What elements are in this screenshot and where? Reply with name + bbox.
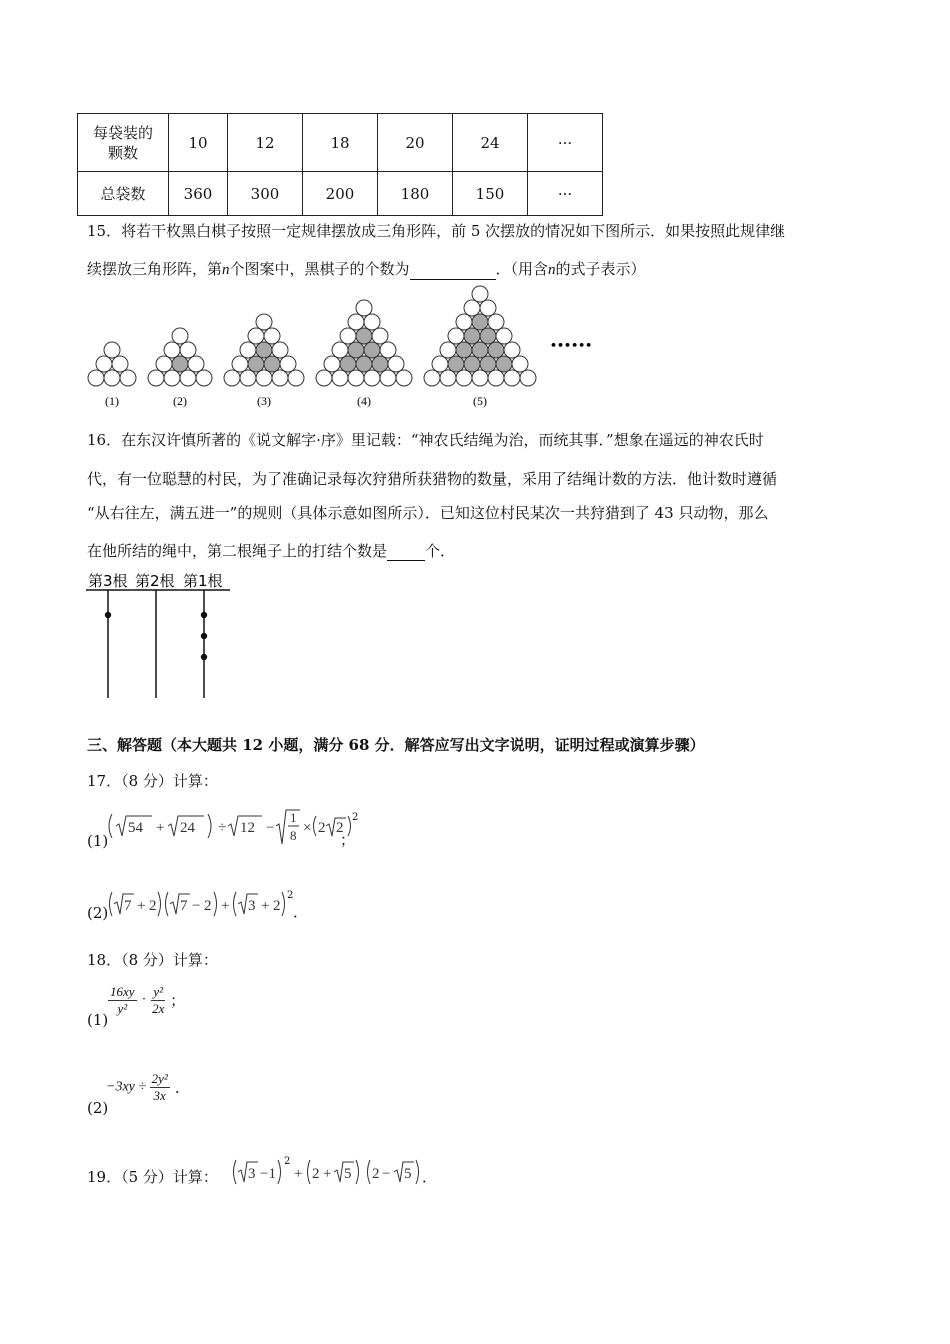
- white-chess-piece: [424, 370, 440, 386]
- fraction: $\frac{16xy}{\text{y²}}$: [110, 984, 135, 1016]
- table-row: [78, 172, 603, 216]
- q17-part1-end: ；: [340, 831, 356, 849]
- white-chess-piece: [348, 314, 364, 330]
- table-cell: 360: [169, 172, 228, 216]
- svg-text:2: 2: [312, 1166, 320, 1182]
- white-chess-piece: [224, 370, 240, 386]
- q17-part1-formula: [104, 806, 354, 856]
- black-chess-piece: [488, 342, 504, 358]
- svg-text:5: 5: [404, 1166, 412, 1182]
- q18-part2-formula: −3xy ÷ $\frac{\text{2y²}}{3x}$ ．: [106, 1071, 190, 1103]
- bag-count-table: [77, 113, 603, 216]
- white-chess-piece: [164, 342, 180, 358]
- svg-text:2: 2: [336, 820, 344, 836]
- q17-part2-formula: [106, 888, 309, 928]
- black-chess-piece: [464, 328, 480, 344]
- white-chess-piece: [180, 342, 196, 358]
- white-chess-piece: [256, 370, 272, 386]
- q18-part2-label: (2): [87, 1099, 109, 1117]
- white-chess-piece: [472, 370, 488, 386]
- white-chess-piece: [316, 370, 332, 386]
- continuation-dots: ••••••: [550, 339, 593, 352]
- fraction: $\frac{\text{y²}}{2x}$: [152, 984, 165, 1016]
- white-chess-piece: [332, 342, 348, 358]
- svg-text:+: +: [323, 1166, 332, 1182]
- white-chess-piece: [324, 356, 340, 372]
- white-chess-piece: [512, 356, 528, 372]
- black-chess-piece: [480, 356, 496, 372]
- white-chess-piece: [364, 370, 380, 386]
- white-chess-piece: [388, 356, 404, 372]
- black-chess-piece: [372, 356, 388, 372]
- white-chess-piece: [264, 328, 280, 344]
- white-chess-piece: [196, 370, 212, 386]
- knot-rope-figure: [84, 568, 244, 702]
- white-chess-piece: [440, 370, 456, 386]
- svg-text:+: +: [294, 1166, 303, 1182]
- fraction: $\frac{\text{2y²}}{3x}$: [151, 1071, 168, 1103]
- rope-label: 第3根: [88, 572, 128, 590]
- white-chess-piece: [272, 370, 288, 386]
- svg-text:2: 2: [372, 1166, 380, 1182]
- black-chess-piece: [264, 356, 280, 372]
- svg-text:−: −: [266, 820, 275, 836]
- white-chess-piece: [288, 370, 304, 386]
- svg-text:÷: ÷: [218, 820, 227, 836]
- white-chess-piece: [520, 370, 536, 386]
- white-chess-piece: [88, 370, 104, 386]
- q18-part1-formula: $\frac{16xy}{\text{y²}}$ · $\frac{\text{y²}}{2x}$ ；: [110, 984, 186, 1016]
- svg-text:+: +: [156, 820, 165, 836]
- white-chess-piece: [480, 300, 496, 316]
- svg-text:3: 3: [248, 1166, 256, 1182]
- black-chess-piece: [172, 356, 188, 372]
- white-chess-piece: [432, 356, 448, 372]
- svg-text:5: 5: [344, 1166, 352, 1182]
- black-chess-piece: [356, 328, 372, 344]
- q17-part1-label: (1): [87, 832, 109, 850]
- black-chess-piece: [472, 314, 488, 330]
- svg-text:+: +: [137, 898, 146, 914]
- section3-heading: 三、解答题（本大题共 12 小题，满分 68 分．解答应写出文字说明，证明过程或演算步骤）: [87, 736, 705, 754]
- black-chess-piece: [456, 342, 472, 358]
- black-chess-piece: [256, 342, 272, 358]
- white-chess-piece: [456, 314, 472, 330]
- q16-line3: “从右往左，满五进一”的规则（具体示意如图所示）．已知这位村民某次一共狩猎到了 43 只动物，那么: [87, 504, 769, 522]
- figure-label: (5): [473, 394, 487, 408]
- svg-text:7: 7: [124, 898, 132, 914]
- superscript: 2: [352, 812, 359, 823]
- superscript: 2: [284, 1156, 291, 1167]
- white-chess-piece: [396, 370, 412, 386]
- white-chess-piece: [464, 300, 480, 316]
- rope-label: 第1根: [183, 572, 223, 590]
- black-chess-piece: [496, 356, 512, 372]
- white-chess-piece: [180, 370, 196, 386]
- white-chess-piece: [164, 370, 180, 386]
- white-chess-piece: [356, 300, 372, 316]
- q16-line1: 16．在东汉许慎所著的《说文解字·序》里记载：“神农氏结绳为治，而统其事．”想象在遥远的神农氏时: [87, 431, 764, 449]
- white-chess-piece: [232, 356, 248, 372]
- q19-end: ．: [422, 1168, 438, 1186]
- q18-part1-label: (1): [87, 1011, 109, 1029]
- black-chess-piece: [356, 356, 372, 372]
- q17-title: 17．（8 分）计算：: [87, 772, 218, 790]
- black-chess-piece: [472, 342, 488, 358]
- table-cell: 10: [169, 114, 228, 172]
- white-chess-piece: [256, 314, 272, 330]
- q19-formula: [228, 1156, 428, 1196]
- table-cell: 150: [453, 172, 528, 216]
- svg-text:+: +: [261, 898, 270, 914]
- white-chess-piece: [332, 370, 348, 386]
- white-chess-piece: [380, 370, 396, 386]
- table-header-cell: 总袋数: [78, 172, 169, 216]
- white-chess-piece: [240, 370, 256, 386]
- white-chess-piece: [188, 356, 204, 372]
- figure-label: (1): [105, 394, 119, 408]
- q17-part2-end: ．: [293, 903, 309, 921]
- white-chess-piece: [96, 356, 112, 372]
- white-chess-piece: [340, 328, 356, 344]
- black-chess-piece: [448, 356, 464, 372]
- answer-blank[interactable]: [387, 560, 425, 561]
- white-chess-piece: [364, 314, 380, 330]
- white-chess-piece: [496, 328, 512, 344]
- q15-line1: 15．将若干枚黑白棋子按照一定规律摆放成三角形阵，前 5 次摆放的情况如下图所示．如果按照此规律继: [87, 222, 786, 240]
- svg-text:3: 3: [248, 898, 256, 914]
- svg-text:2: 2: [273, 898, 281, 914]
- svg-text:×: ×: [303, 820, 312, 836]
- q17-part2-label: (2): [87, 904, 109, 922]
- table-cell: ···: [528, 114, 603, 172]
- white-chess-piece: [348, 370, 364, 386]
- svg-text:12: 12: [240, 820, 255, 836]
- q15-line2: 续摆放三角形阵，第n个图案中，黑棋子的个数为 ．（用含n的式子表示）: [87, 260, 646, 278]
- table-cell: 24: [453, 114, 528, 172]
- table-cell: 180: [378, 172, 453, 216]
- svg-text:2: 2: [204, 898, 212, 914]
- svg-text:8: 8: [290, 828, 297, 843]
- white-chess-piece: [488, 314, 504, 330]
- white-chess-piece: [240, 342, 256, 358]
- black-chess-piece: [464, 356, 480, 372]
- svg-text:7: 7: [180, 898, 188, 914]
- table-header-cell: 每袋装的颗数: [78, 114, 169, 172]
- white-chess-piece: [372, 328, 388, 344]
- table-cell: 20: [378, 114, 453, 172]
- q19-title: 19．（5 分）计算：: [87, 1168, 218, 1186]
- table-cell: 18: [303, 114, 378, 172]
- white-chess-piece: [472, 286, 488, 302]
- white-chess-piece: [120, 370, 136, 386]
- svg-text:−1: −1: [260, 1166, 276, 1182]
- q18-title: 18．（8 分）计算：: [87, 951, 218, 969]
- white-chess-piece: [448, 328, 464, 344]
- svg-text:−: −: [382, 1166, 391, 1182]
- black-chess-piece: [364, 342, 380, 358]
- white-chess-piece: [104, 370, 120, 386]
- white-chess-piece: [456, 370, 472, 386]
- figure-label: (3): [257, 394, 271, 408]
- q16-line4: 在他所结的绳中，第二根绳子上的打结个数是 个．: [87, 542, 456, 560]
- knot: [201, 654, 207, 660]
- svg-text:+: +: [221, 898, 230, 914]
- svg-text:24: 24: [180, 820, 195, 836]
- table-cell: 300: [228, 172, 303, 216]
- white-chess-piece: [488, 370, 504, 386]
- white-chess-piece: [504, 370, 520, 386]
- svg-text:2: 2: [318, 820, 326, 836]
- white-chess-piece: [248, 328, 264, 344]
- q16-line2: 代，有一位聪慧的村民，为了准确记录每次狩猎所获猎物的数量，采用了结绳计数的方法．他计数时遵循: [87, 470, 778, 488]
- white-chess-piece: [104, 342, 120, 358]
- white-chess-piece: [172, 328, 188, 344]
- svg-text:−: −: [192, 898, 201, 914]
- black-chess-piece: [340, 356, 356, 372]
- table-cell: ···: [528, 172, 603, 216]
- white-chess-piece: [380, 342, 396, 358]
- white-chess-piece: [148, 370, 164, 386]
- svg-text:54: 54: [128, 820, 143, 836]
- white-chess-piece: [112, 356, 128, 372]
- svg-text:2: 2: [149, 898, 157, 914]
- white-chess-piece: [156, 356, 172, 372]
- table-row: [78, 114, 603, 172]
- superscript: 2: [287, 890, 294, 901]
- table-cell: 12: [228, 114, 303, 172]
- white-chess-piece: [280, 356, 296, 372]
- figure-label: (2): [173, 394, 187, 408]
- black-chess-piece: [348, 342, 364, 358]
- white-chess-piece: [272, 342, 288, 358]
- white-chess-piece: [440, 342, 456, 358]
- knot: [201, 633, 207, 639]
- knot: [201, 612, 207, 618]
- black-chess-piece: [248, 356, 264, 372]
- svg-text:1: 1: [290, 810, 297, 825]
- chess-triangle-figure: [80, 283, 600, 413]
- table-cell: 200: [303, 172, 378, 216]
- answer-blank[interactable]: [410, 279, 496, 280]
- white-chess-piece: [504, 342, 520, 358]
- knot: [105, 612, 111, 618]
- rope-label: 第2根: [135, 572, 175, 590]
- figure-label: (4): [357, 394, 371, 408]
- black-chess-piece: [480, 328, 496, 344]
